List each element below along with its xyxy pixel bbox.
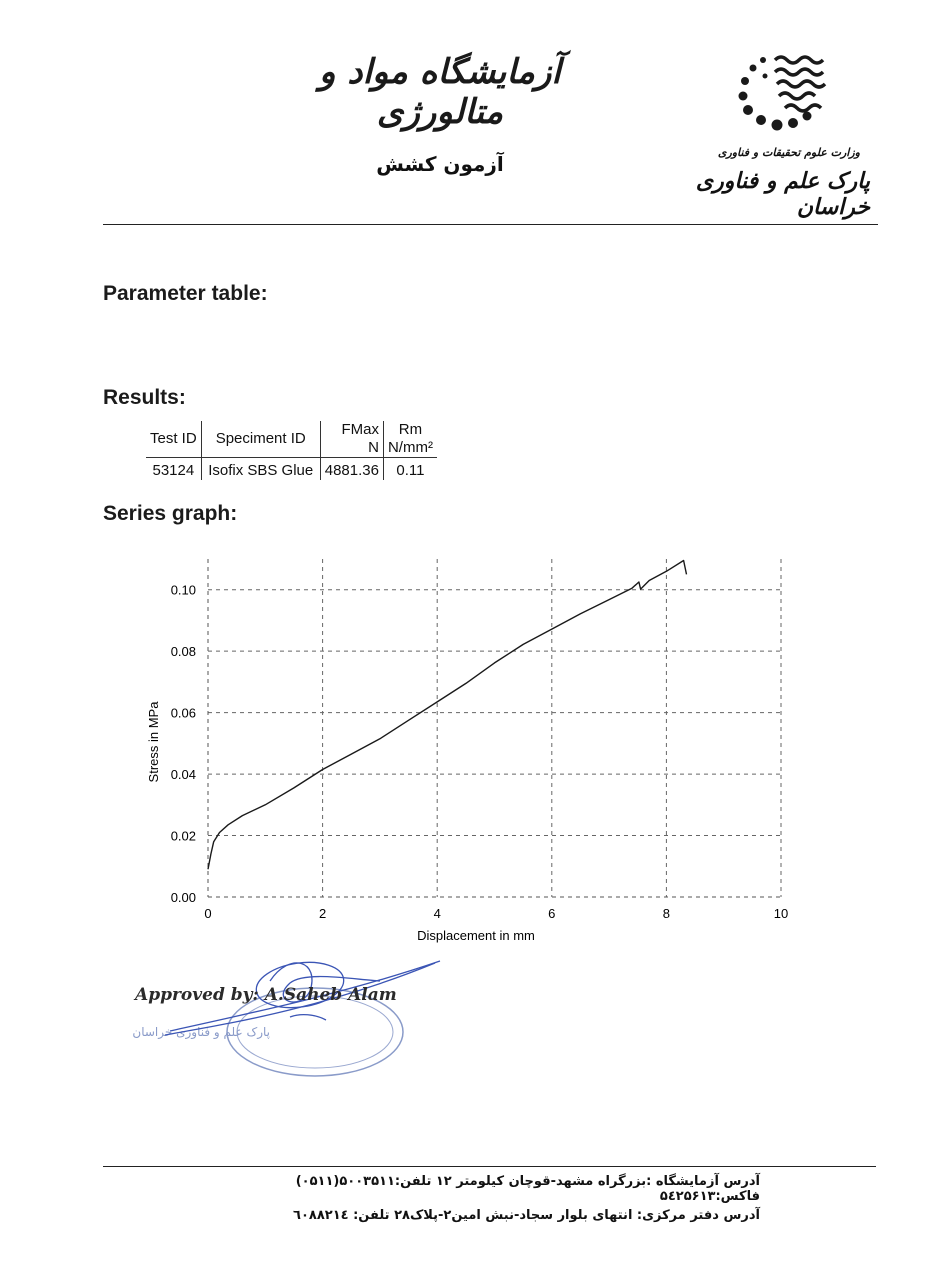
header-rm: Rm N/mm² [383, 421, 437, 458]
header-fmax: FMax N [320, 421, 383, 458]
y-tick-label: 0.04 [170, 767, 196, 783]
cell-rm: 0.11 [383, 458, 437, 481]
series-line [208, 561, 687, 870]
y-tick-label: 0.08 [170, 644, 196, 660]
x-tick-label: 6 [548, 906, 556, 921]
x-tick-label: 2 [318, 906, 327, 921]
cell-test-id: 53124 [152, 462, 195, 479]
x-tick-label: 4 [433, 906, 441, 921]
lab-subtitle: آزمون کشش [376, 152, 504, 176]
results-heading: Results: [103, 386, 186, 409]
lab-address: آدرس آزمایشگاه :بزرگراه مشهد-قوچان کیلومتر ۱۲ تلفن:۵۰۰۳۵۱۱(۰۵۱۱) فاکس:۵٤۲۵۶۱۳ [295, 1174, 760, 1204]
x-tick-label: 10 [773, 906, 789, 921]
x-tick-label: 0 [204, 906, 212, 921]
hq-address: آدرس دفتر مرکزی: انتهای بلوار سجاد-نبش امین۲-پلاک۲۸ تلفن: ٦۰۸۸۲۱٤ [293, 1208, 760, 1223]
chart-grid [208, 559, 781, 897]
footer-divider [103, 1166, 876, 1167]
header-speciment-id: Speciment ID [201, 421, 320, 458]
stamp-text: پارک علم و فناوری خراسان [132, 1025, 270, 1039]
park-name: پارک علم و فناوری خراسان [695, 168, 870, 220]
y-axis-label: Stress in MPa [146, 701, 161, 783]
x-axis-label: Displacement in mm [417, 928, 535, 943]
series-graph-heading: Series graph: [103, 502, 238, 525]
x-tick-label: 8 [662, 906, 671, 921]
y-tick-label: 0.00 [170, 890, 196, 905]
lab-title: آزمایشگاه مواد و متالورژی [319, 52, 561, 132]
ministry-name: وزارت علوم تحقیقات و فناوری [717, 146, 860, 159]
header-test-id: Test ID [150, 430, 197, 447]
chart-series [208, 561, 687, 870]
y-tick-label: 0.02 [170, 828, 196, 844]
cell-speciment-id: Isofix SBS Glue [201, 458, 320, 481]
parameter-table-heading: Parameter table: [103, 282, 268, 305]
chart-axes [208, 559, 781, 897]
chart-ticks [171, 583, 789, 921]
approved-by: Approved by: A.Saheb Alam [135, 985, 397, 1005]
y-tick-label: 0.10 [170, 582, 196, 598]
y-tick-label: 0.06 [170, 705, 196, 721]
cell-fmax: 4881.36 [320, 458, 383, 481]
